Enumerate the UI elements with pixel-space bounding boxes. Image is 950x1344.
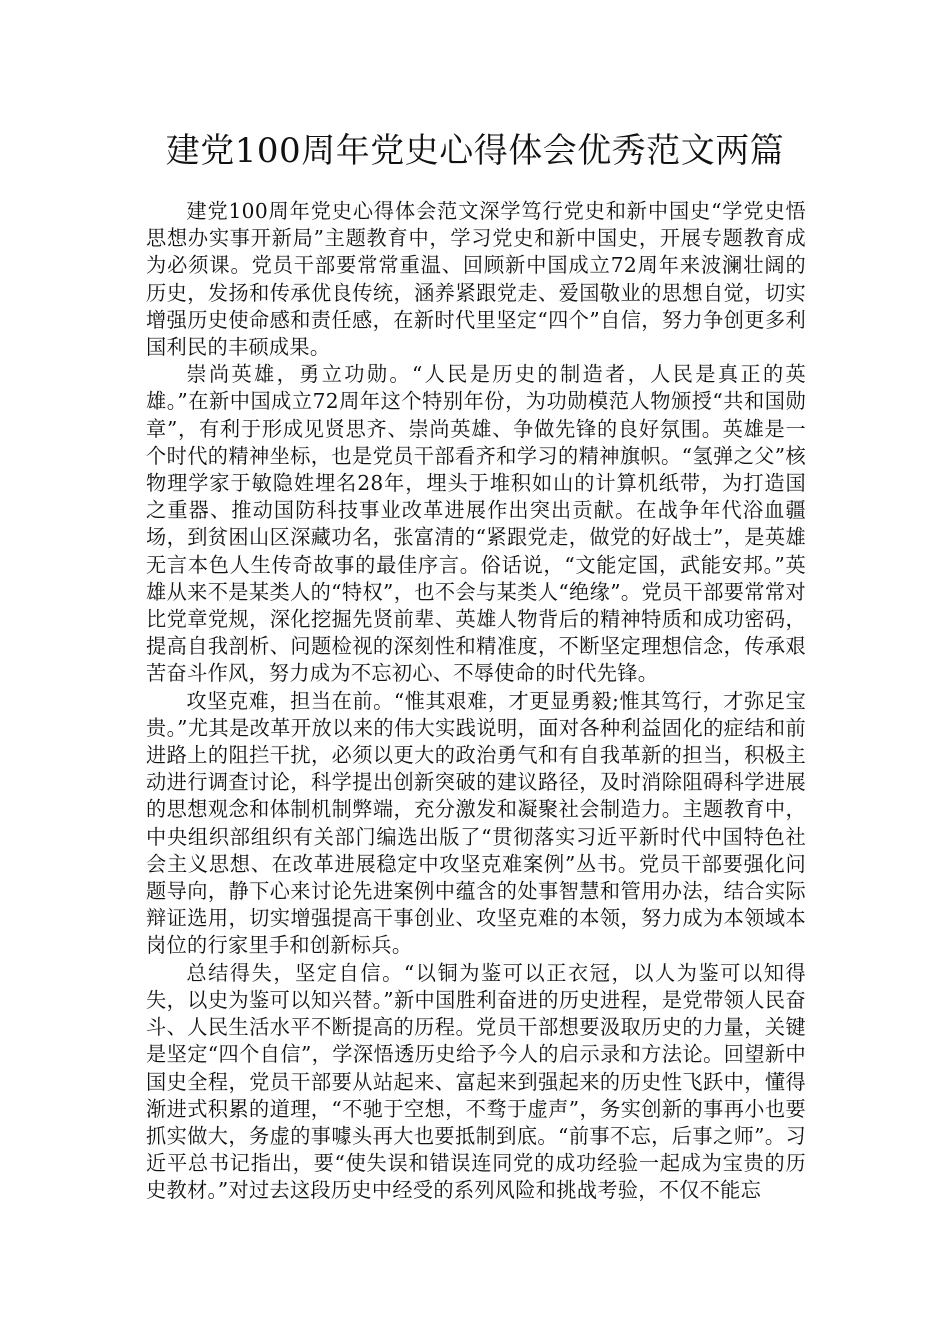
paragraph-intro: 建党100周年党史心得体会范文深学笃行党史和新中国史“学党史悟思想办实事开新局”主题教育中，学习党史和新中国史，开展专题教育成为必须课。党员干部要常常重温、回顾新中国成立72周年来波澜壮阔的历史，发扬和传承优良传统，涵养紧跟党走、爱国敬业的思想自觉，切实增强历史使命感和责任感，在新时代里坚定“四个”自信，努力争创更多利国利民的丰硕成果。 xyxy=(146,199,806,360)
document-title: 建党100周年党史心得体会优秀范文两篇 xyxy=(165,131,785,171)
paragraph-heroes: 崇尚英雄，勇立功勋。“人民是历史的制造者，人民是真正的英雄。”在新中国成立72周年这个特别年份，为功勋模范人物颁授“共和国勋章”，有利于形成见贤思齐、崇尚英雄、争做先锋的良好氛围。英雄是一个时代的精神坐标，也是党员干部看齐和学习的精神旗帜。“氢弹之父”核物理学家于敏隐姓埋名28年，埋头于堆积如山的计算机纸带，为打造国之重器、推动国防科技事业改革进展作出突出贡献。在战争年代浴血疆场，到贫困山区深藏功名，张富清的“紧跟党走，做党的好战士”，是英雄无言本色人生传奇故事的最佳序言。俗话说，“文能定国，武能安邦。”英雄从来不是某类人的“特权”，也不会与某类人“绝缘”。党员干部要常常对比党章党规，深化挖掘先贤前辈、英雄人物背后的精神特质和成功密码，提高自我剖析、问题检视的深刻性和精准度，不断坚定理想信念，传承艰苦奋斗作风，努力成为不忘初心、不辱使命的时代先锋。 xyxy=(146,362,806,686)
paragraph-challenges: 攻坚克难，担当在前。“惟其艰难，才更显勇毅;惟其笃行，才弥足宝贵。”尤其是改革开放以来的伟大实践说明，面对各种利益固化的症结和前进路上的阻拦干扰，必须以更大的政治勇气和有自我革新的担当，积极主动进行调查讨论，科学提出创新突破的建议路径，及时消除阻碍科学进展的思想观念和体制机制弊端，充分激发和凝聚社会制造力。主题教育中，中央组织部组织有关部门编选出版了“贯彻落实习近平新时代中国特色社会主义思想、在改革进展稳定中攻坚克难案例”丛书。党员干部要强化问题导向，静下心来讨论先进案例中蕴含的处事智慧和管用办法，结合实际辩证选用，切实增强提高干事创业、攻坚克难的本领，努力成为本领域本岗位的行家里手和创新标兵。 xyxy=(146,688,806,958)
document-body xyxy=(146,198,806,1205)
paragraph-confidence: 总结得失，坚定自信。“以铜为鉴可以正衣冠，以人为鉴可以知得失，以史为鉴可以知兴替。”新中国胜利奋进的历史进程，是党带领人民奋斗、人民生活水平不断提高的历程。党员干部想要汲取历史的力量，关键是坚定“四个自信”，学深悟透历史给予今人的启示录和方法论。回望新中国史全程，党员干部要从站起来、富起来到强起来的历史性飞跃中，懂得渐进式积累的道理，“不驰于空想，不骛于虚声”，务实创新的事再小也要抓实做大，务虚的事噱头再大也要抵制到底。“前事不忘，后事之师”。习近平总书记指出，要“使失误和错误连同党的成功经验一起成为宝贵的历史教材。”对过去这段历史中经受的系列风险和挑战考验，不仅不能忘 xyxy=(146,960,806,1203)
